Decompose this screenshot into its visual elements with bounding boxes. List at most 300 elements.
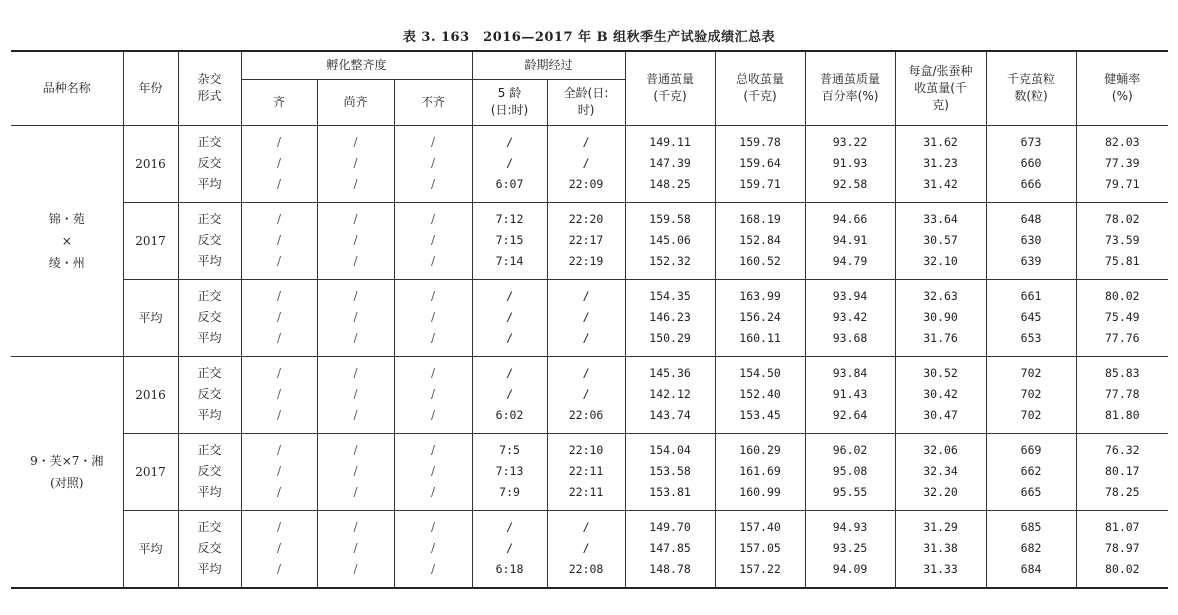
per-kg-stack — [987, 517, 1076, 580]
cross-type-value: 平均 — [197, 177, 222, 191]
yield-normal-value: 146.23 — [649, 310, 691, 324]
per-kg-value: 669 — [1020, 443, 1042, 457]
pupa-rate-value: 76.32 — [1104, 443, 1140, 457]
hatch-buqi-cell — [394, 433, 472, 510]
pupa-rate-value: 77.76 — [1104, 331, 1140, 345]
yield-total-value: 152.40 — [739, 387, 781, 401]
instar5-value: 7:5 — [499, 443, 520, 457]
yield-total-value: 156.24 — [739, 310, 781, 324]
yield-normal-value: 148.25 — [649, 177, 691, 191]
quality-pct-cell — [805, 510, 895, 588]
instar-all-value: / — [582, 541, 590, 555]
instar-all-stack — [548, 286, 625, 349]
per-box-value: 30.42 — [923, 387, 958, 401]
variety-line: 锦・苑 — [48, 211, 85, 226]
instar5-value: / — [506, 520, 513, 534]
pupa-rate-cell — [1076, 125, 1168, 202]
hatch-qi-cell — [241, 125, 317, 202]
yield-normal-stack — [626, 363, 715, 426]
quality-pct-value: 94.91 — [832, 233, 868, 247]
pupa-rate-value: 77.39 — [1104, 156, 1140, 170]
table-title: 表 3. 163 2016—2017 年 B 组秋季生产试验成绩汇总表 — [402, 30, 776, 45]
pupa-rate-value: 73.59 — [1104, 233, 1140, 247]
hatch-buqi-stack — [395, 363, 472, 426]
yield-total-value: 160.29 — [739, 443, 781, 457]
hatch-shangqi-value: / — [353, 541, 358, 555]
hatch-shangqi-value: / — [353, 310, 358, 324]
yield-total-value: 160.11 — [739, 331, 781, 345]
quality-pct-value: 91.43 — [832, 387, 868, 401]
year-cell: 2016 — [123, 356, 178, 433]
per-box-value: 31.62 — [923, 135, 958, 149]
per-kg-value: 660 — [1020, 156, 1042, 170]
hatch-qi-stack — [242, 440, 317, 503]
pupa-rate-cell — [1076, 202, 1168, 279]
header-instar-all: 全龄(日:时) — [547, 79, 625, 125]
year-cell: 2017 — [123, 433, 178, 510]
per-box-cell — [895, 279, 986, 356]
instar5-value: / — [506, 310, 513, 324]
instar5-value: 6:18 — [495, 562, 524, 576]
hatch-qi-value: / — [276, 387, 282, 401]
per-kg-cell — [986, 433, 1076, 510]
instar-all-value: / — [582, 331, 590, 345]
variety-line: × — [61, 233, 72, 248]
per-box-cell — [895, 125, 986, 202]
year-cell: 平均 — [123, 279, 178, 356]
yield-total-value: 160.99 — [739, 485, 781, 499]
hatch-qi-value: / — [276, 520, 282, 534]
instar5-value: 6:07 — [495, 177, 524, 191]
hatch-qi-value: / — [276, 289, 282, 303]
hatch-qi-value: / — [276, 331, 282, 345]
hatch-qi-stack — [242, 209, 317, 272]
cross-type-cell — [178, 510, 241, 588]
hatch-shangqi-cell — [317, 356, 394, 433]
hatch-shangqi-value: / — [353, 233, 358, 247]
summary-table — [11, 50, 1168, 589]
instar5-value: 7:12 — [495, 212, 524, 226]
hatch-shangqi-cell — [317, 202, 394, 279]
instar-all-value: / — [582, 520, 590, 534]
per-kg-value: 653 — [1020, 331, 1042, 345]
pupa-rate-value: 78.97 — [1104, 541, 1140, 555]
yield-total-stack — [716, 363, 805, 426]
year-cell: 2016 — [123, 125, 178, 202]
instar-all-value: / — [582, 366, 590, 380]
yield-total-stack — [716, 132, 805, 195]
per-box-value: 30.90 — [923, 310, 958, 324]
per-box-value: 31.76 — [923, 331, 958, 345]
pupa-rate-cell — [1076, 279, 1168, 356]
quality-pct-cell — [805, 433, 895, 510]
instar5-value: 7:14 — [495, 254, 524, 268]
instar-all-cell — [547, 433, 625, 510]
hatch-qi-value: / — [276, 212, 282, 226]
per-kg-value: 661 — [1020, 289, 1042, 303]
hatch-buqi-stack — [395, 209, 472, 272]
cross-type-stack — [179, 209, 241, 272]
per-kg-stack — [987, 440, 1076, 503]
per-box-stack — [896, 132, 986, 195]
hatch-buqi-value: / — [430, 443, 436, 457]
hatch-qi-stack — [242, 517, 317, 580]
yield-normal-value: 147.85 — [649, 541, 691, 555]
quality-pct-stack — [806, 132, 895, 195]
header-per-kg: 千克茧粒数(粒) — [986, 51, 1076, 125]
hatch-qi-value: / — [276, 233, 282, 247]
hatch-shangqi-value: / — [353, 331, 358, 345]
per-box-value: 32.63 — [923, 289, 958, 303]
per-box-value: 32.34 — [923, 464, 958, 478]
instar-all-value: 22:19 — [568, 254, 604, 268]
quality-pct-value: 94.93 — [832, 520, 868, 534]
hatch-buqi-value: / — [430, 254, 436, 268]
instar-all-value: 22:11 — [568, 464, 604, 478]
cross-type-cell — [178, 356, 241, 433]
hatch-shangqi-stack — [318, 132, 394, 195]
cross-type-value: 平均 — [197, 485, 222, 499]
hatch-buqi-value: / — [430, 485, 436, 499]
quality-pct-value: 93.42 — [832, 310, 868, 324]
yield-normal-value: 147.39 — [649, 156, 691, 170]
instar-all-value: / — [582, 156, 590, 170]
hatch-buqi-value: / — [430, 177, 436, 191]
pupa-rate-value: 79.71 — [1104, 177, 1140, 191]
yield-total-value: 157.40 — [739, 520, 781, 534]
pupa-rate-cell — [1076, 356, 1168, 433]
cross-type-value: 正交 — [197, 135, 222, 149]
pupa-rate-value: 81.80 — [1104, 408, 1140, 422]
pupa-rate-value: 82.03 — [1104, 135, 1140, 149]
hatch-shangqi-cell — [317, 510, 394, 588]
cross-type-value: 平均 — [197, 254, 222, 268]
quality-pct-value: 94.66 — [832, 212, 868, 226]
yield-total-value: 159.64 — [739, 156, 781, 170]
hatch-qi-cell — [241, 356, 317, 433]
variety-line: 绫・州 — [48, 255, 85, 270]
variety-line: 9・芙×7・湘 — [30, 453, 104, 468]
header-instar-5: 5 龄(日:时) — [472, 79, 547, 125]
yield-total-stack — [716, 209, 805, 272]
cross-type-value: 平均 — [197, 331, 222, 345]
hatch-shangqi-cell — [317, 279, 394, 356]
yield-normal-stack — [626, 517, 715, 580]
quality-pct-value: 95.55 — [832, 485, 868, 499]
per-kg-stack — [987, 286, 1076, 349]
per-box-value: 31.33 — [923, 562, 958, 576]
hatch-buqi-value: / — [430, 387, 436, 401]
header-variety: 品种名称 — [11, 51, 123, 125]
hatch-qi-cell — [241, 279, 317, 356]
yield-total-value: 159.78 — [739, 135, 781, 149]
pupa-rate-value: 77.78 — [1104, 387, 1140, 401]
instar-all-stack — [548, 209, 625, 272]
cross-type-value: 正交 — [197, 520, 222, 534]
hatch-shangqi-value: / — [353, 156, 358, 170]
hatch-buqi-value: / — [430, 331, 436, 345]
instar-all-cell — [547, 279, 625, 356]
yield-normal-cell — [625, 279, 715, 356]
quality-pct-stack — [806, 517, 895, 580]
yield-normal-value: 159.58 — [649, 212, 691, 226]
yield-normal-value: 153.81 — [649, 485, 691, 499]
instar-all-value: 22:17 — [568, 233, 604, 247]
yield-normal-stack — [626, 132, 715, 195]
pupa-rate-cell — [1076, 433, 1168, 510]
instar-all-stack — [548, 440, 625, 503]
cross-type-value: 反交 — [197, 156, 222, 170]
pupa-rate-stack — [1077, 363, 1169, 426]
instar5-cell — [472, 433, 547, 510]
cross-type-stack — [179, 286, 241, 349]
per-kg-stack — [987, 363, 1076, 426]
hatch-shangqi-value: / — [353, 135, 358, 149]
hatch-shangqi-value: / — [353, 387, 358, 401]
cross-type-value: 正交 — [197, 212, 222, 226]
instar-all-value: 22:20 — [568, 212, 604, 226]
hatch-qi-value: / — [276, 156, 282, 170]
hatch-shangqi-value: / — [353, 408, 358, 422]
instar5-value: / — [506, 331, 513, 345]
hatch-buqi-stack — [395, 286, 472, 349]
instar5-value: / — [506, 366, 513, 380]
per-box-stack — [896, 363, 986, 426]
instar5-value: 6:02 — [495, 408, 524, 422]
per-kg-cell — [986, 279, 1076, 356]
hatch-qi-stack — [242, 363, 317, 426]
hatch-shangqi-value: / — [353, 443, 358, 457]
hatch-shangqi-value: / — [353, 520, 358, 534]
per-kg-value: 702 — [1020, 387, 1042, 401]
per-kg-cell — [986, 356, 1076, 433]
per-box-value: 30.57 — [923, 233, 958, 247]
instar5-value: / — [506, 135, 513, 149]
hatch-shangqi-stack — [318, 440, 394, 503]
pupa-rate-stack — [1077, 517, 1169, 580]
yield-normal-stack — [626, 286, 715, 349]
quality-pct-value: 94.09 — [832, 562, 868, 576]
per-box-stack — [896, 517, 986, 580]
hatch-shangqi-value: / — [353, 366, 358, 380]
quality-pct-value: 91.93 — [832, 156, 868, 170]
cross-type-value: 反交 — [197, 387, 222, 401]
hatch-qi-value: / — [276, 443, 282, 457]
per-box-stack — [896, 286, 986, 349]
per-box-value: 32.06 — [923, 443, 958, 457]
hatch-buqi-value: / — [430, 408, 436, 422]
table-body — [11, 125, 1168, 588]
per-box-value: 33.64 — [923, 212, 958, 226]
hatch-qi-stack — [242, 132, 317, 195]
per-kg-value: 662 — [1020, 464, 1042, 478]
yield-total-cell — [715, 356, 805, 433]
per-box-value: 32.10 — [923, 254, 958, 268]
cross-type-value: 正交 — [197, 289, 222, 303]
pupa-rate-value: 80.17 — [1104, 464, 1140, 478]
instar-all-value: / — [582, 387, 590, 401]
hatch-shangqi-stack — [318, 517, 394, 580]
instar5-cell — [472, 125, 547, 202]
instar5-stack — [473, 440, 547, 503]
hatch-buqi-cell — [394, 202, 472, 279]
hatch-qi-value: / — [276, 366, 282, 380]
quality-pct-stack — [806, 286, 895, 349]
variety-name — [11, 450, 123, 494]
pupa-rate-value: 81.07 — [1104, 520, 1140, 534]
header-yield-normal: 普通茧量(千克) — [625, 51, 715, 125]
hatch-qi-cell — [241, 510, 317, 588]
hatch-qi-stack — [242, 286, 317, 349]
quality-pct-value: 95.08 — [832, 464, 868, 478]
yield-normal-cell — [625, 202, 715, 279]
cross-type-value: 反交 — [197, 464, 222, 478]
yield-total-value: 154.50 — [739, 366, 781, 380]
quality-pct-cell — [805, 125, 895, 202]
header-instar: 龄期经过 — [472, 51, 625, 79]
hatch-qi-value: / — [276, 464, 282, 478]
yield-normal-stack — [626, 209, 715, 272]
quality-pct-stack — [806, 440, 895, 503]
hatch-shangqi-value: / — [353, 289, 358, 303]
hatch-buqi-stack — [395, 517, 472, 580]
pupa-rate-value: 78.25 — [1104, 485, 1140, 499]
yield-total-cell — [715, 510, 805, 588]
cross-type-value: 平均 — [197, 562, 222, 576]
instar-all-value: 22:10 — [568, 443, 604, 457]
instar5-stack — [473, 286, 547, 349]
instar5-stack — [473, 209, 547, 272]
yield-normal-cell — [625, 510, 715, 588]
yield-normal-stack — [626, 440, 715, 503]
hatch-buqi-value: / — [430, 233, 436, 247]
table-row — [11, 125, 1168, 202]
pupa-rate-stack — [1077, 286, 1169, 349]
quality-pct-value: 93.84 — [832, 366, 868, 380]
hatch-qi-cell — [241, 433, 317, 510]
hatch-qi-value: / — [276, 254, 282, 268]
per-box-stack — [896, 209, 986, 272]
cross-type-value: 正交 — [197, 443, 222, 457]
hatch-shangqi-value: / — [353, 177, 358, 191]
per-box-value: 31.38 — [923, 541, 958, 555]
variety-cell — [11, 125, 123, 356]
quality-pct-value: 92.64 — [832, 408, 868, 422]
per-box-cell — [895, 356, 986, 433]
per-box-stack — [896, 440, 986, 503]
pupa-rate-value: 85.83 — [1104, 366, 1140, 380]
quality-pct-cell — [805, 279, 895, 356]
instar5-stack — [473, 132, 547, 195]
header-cross: 杂交形式 — [178, 51, 241, 125]
hatch-buqi-value: / — [430, 212, 436, 226]
pupa-rate-stack — [1077, 132, 1169, 195]
hatch-shangqi-value: / — [353, 464, 358, 478]
yield-total-cell — [715, 279, 805, 356]
yield-normal-value: 143.74 — [649, 408, 691, 422]
yield-normal-value: 145.06 — [649, 233, 691, 247]
header-year: 年份 — [123, 51, 178, 125]
quality-pct-stack — [806, 363, 895, 426]
hatch-qi-value: / — [276, 177, 282, 191]
yield-normal-value: 148.78 — [649, 562, 691, 576]
hatch-buqi-stack — [395, 440, 472, 503]
instar5-cell — [472, 510, 547, 588]
quality-pct-value: 93.22 — [832, 135, 868, 149]
variety-cell — [11, 356, 123, 588]
yield-normal-value: 153.58 — [649, 464, 691, 478]
yield-total-value: 161.69 — [739, 464, 781, 478]
pupa-rate-stack — [1077, 209, 1169, 272]
yield-total-value: 159.71 — [739, 177, 781, 191]
per-kg-cell — [986, 125, 1076, 202]
instar-all-value: 22:06 — [568, 408, 604, 422]
per-box-value: 30.52 — [923, 366, 958, 380]
hatch-shangqi-value: / — [353, 485, 358, 499]
variety-line: (对照) — [50, 475, 84, 490]
yield-normal-value: 149.11 — [649, 135, 691, 149]
yield-normal-value: 150.29 — [649, 331, 691, 345]
yield-normal-value: 154.04 — [649, 443, 691, 457]
pupa-rate-value: 80.02 — [1104, 289, 1140, 303]
instar-all-cell — [547, 510, 625, 588]
per-box-value: 32.20 — [923, 485, 958, 499]
instar5-cell — [472, 356, 547, 433]
hatch-buqi-cell — [394, 279, 472, 356]
hatch-qi-cell — [241, 202, 317, 279]
variety-name — [11, 208, 123, 274]
per-kg-value: 702 — [1020, 366, 1042, 380]
instar5-value: / — [506, 156, 513, 170]
cross-type-cell — [178, 279, 241, 356]
yield-total-value: 160.52 — [739, 254, 781, 268]
cross-type-value: 反交 — [197, 310, 222, 324]
per-kg-value: 682 — [1020, 541, 1042, 555]
yield-total-cell — [715, 202, 805, 279]
yield-total-stack — [716, 517, 805, 580]
header-pupa-rate: 健蛹率(%) — [1076, 51, 1168, 125]
yield-total-value: 153.45 — [739, 408, 781, 422]
cross-type-cell — [178, 433, 241, 510]
per-kg-stack — [987, 209, 1076, 272]
instar-all-stack — [548, 363, 625, 426]
yield-normal-cell — [625, 125, 715, 202]
per-box-value: 31.29 — [923, 520, 958, 534]
hatch-buqi-value: / — [430, 366, 436, 380]
hatch-shangqi-cell — [317, 125, 394, 202]
instar5-value: 7:9 — [499, 485, 520, 499]
per-kg-cell — [986, 510, 1076, 588]
yield-normal-value: 154.35 — [649, 289, 691, 303]
hatch-shangqi-value: / — [353, 254, 358, 268]
per-box-value: 30.47 — [923, 408, 958, 422]
per-kg-value: 673 — [1020, 135, 1042, 149]
header-hatch-qi: 齐 — [241, 79, 317, 125]
cross-type-stack — [179, 440, 241, 503]
hatch-buqi-value: / — [430, 135, 436, 149]
instar5-value: / — [506, 289, 513, 303]
hatch-qi-value: / — [276, 485, 282, 499]
table-row — [11, 433, 1168, 510]
hatch-qi-value: / — [276, 135, 282, 149]
hatch-buqi-cell — [394, 125, 472, 202]
instar-all-cell — [547, 125, 625, 202]
hatch-qi-value: / — [276, 562, 282, 576]
per-box-cell — [895, 433, 986, 510]
hatch-qi-value: / — [276, 310, 282, 324]
cross-type-cell — [178, 202, 241, 279]
hatch-qi-value: / — [276, 408, 282, 422]
